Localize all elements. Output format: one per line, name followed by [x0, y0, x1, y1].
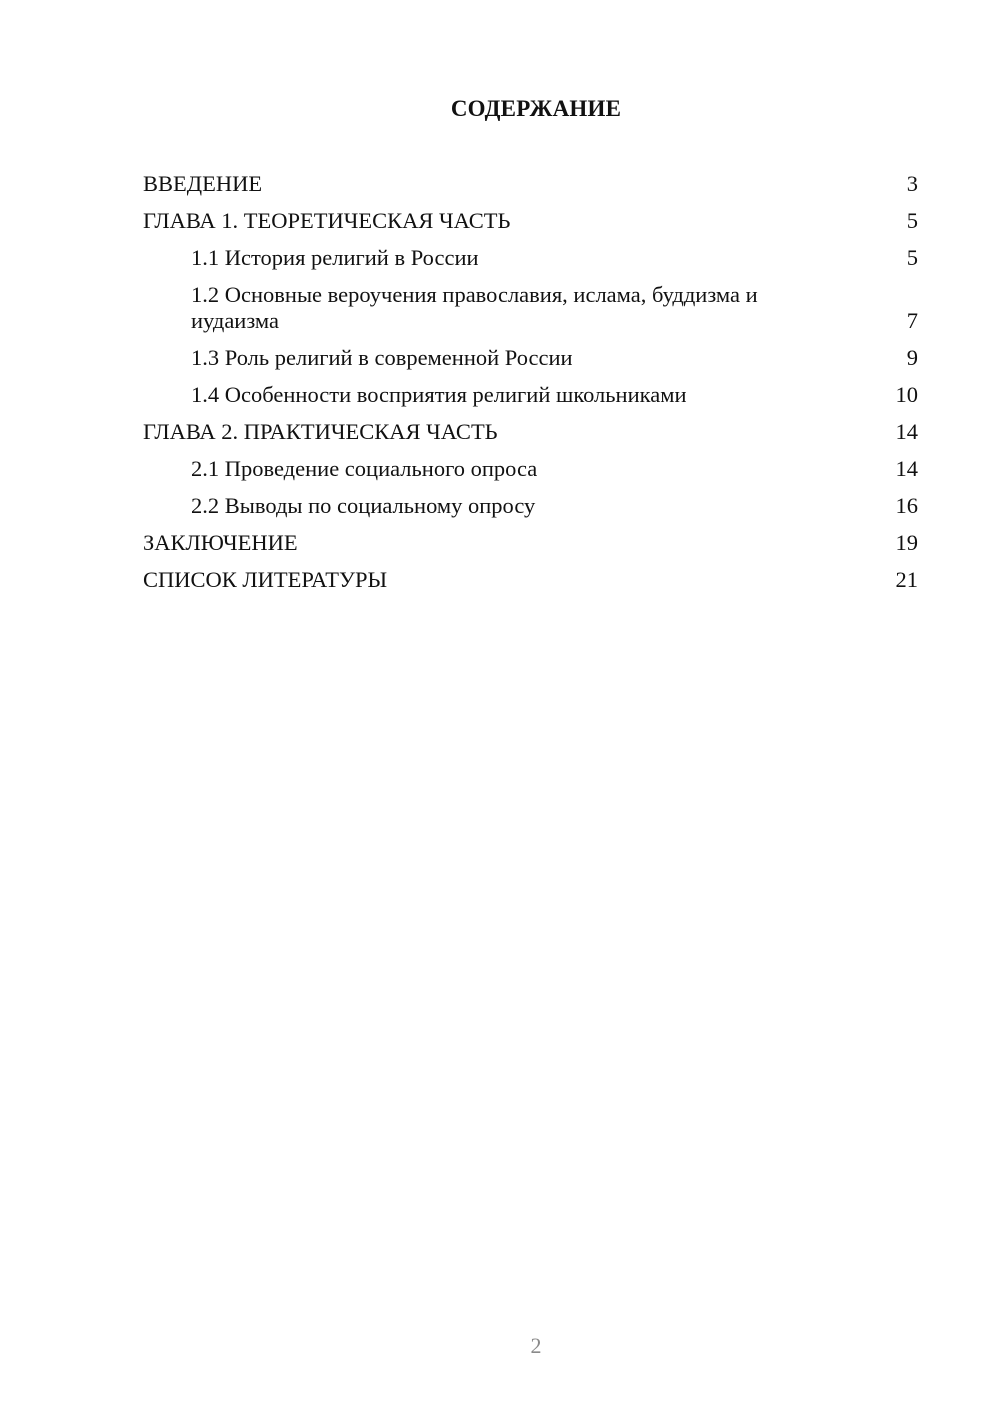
- toc-entry-text: 2.1 Проведение социального опроса: [191, 456, 538, 481]
- toc-entry-page: 3: [906, 171, 918, 196]
- toc-entry-page: 21: [895, 567, 918, 592]
- toc-entry-text: ГЛАВА 2. ПРАКТИЧЕСКАЯ ЧАСТЬ: [143, 419, 498, 444]
- toc-entry-page: 9: [906, 345, 918, 370]
- toc-entry-1-1[interactable]: [143, 245, 918, 271]
- toc-entry-text: 1.1 История религий в России: [191, 245, 479, 270]
- toc-entry-1-2[interactable]: [143, 282, 918, 334]
- toc-entry-text: 1.2 Основные вероучения православия, ислама, буддизма и иудаизма: [191, 282, 758, 333]
- toc-entry-text: ЗАКЛЮЧЕНИЕ: [143, 530, 298, 555]
- toc-entry-conclusion[interactable]: [143, 530, 918, 556]
- toc-entry-chapter-1[interactable]: [143, 208, 918, 234]
- toc-entry-text: ВВЕДЕНИЕ: [143, 171, 263, 196]
- toc-entry-1-4[interactable]: [143, 382, 918, 408]
- toc-entry-text: 2.2 Выводы по социальному опросу: [191, 493, 536, 518]
- toc-entry-page: 14: [895, 456, 918, 481]
- toc-entry-page: 16: [895, 493, 918, 518]
- toc-entry-page: 10: [895, 382, 918, 407]
- toc-entry-page: 5: [906, 245, 918, 270]
- page-title: СОДЕРЖАНИЕ: [450, 96, 622, 121]
- toc-entry-page: 19: [895, 530, 918, 555]
- table-of-contents: [143, 171, 918, 604]
- toc-entry-text: СПИСОК ЛИТЕРАТУРЫ: [143, 567, 388, 592]
- toc-entry-2-2[interactable]: [143, 493, 918, 519]
- toc-entry-page: 5: [906, 208, 918, 233]
- toc-entry-bibliography[interactable]: [143, 567, 918, 593]
- toc-entry-text: 1.4 Особенности восприятия религий школьниками: [191, 382, 687, 407]
- toc-entry-1-3[interactable]: [143, 345, 918, 371]
- toc-entry-text: 1.3 Роль религий в современной России: [191, 345, 573, 370]
- toc-entry-page: 14: [895, 419, 918, 444]
- toc-entry-2-1[interactable]: [143, 456, 918, 482]
- toc-entry-page: 7: [906, 308, 918, 333]
- toc-entry-introduction[interactable]: [143, 171, 918, 197]
- toc-entry-chapter-2[interactable]: [143, 419, 918, 445]
- toc-entry-text: ГЛАВА 1. ТЕОРЕТИЧЕСКАЯ ЧАСТЬ: [143, 208, 511, 233]
- page-number: 2: [530, 1333, 542, 1358]
